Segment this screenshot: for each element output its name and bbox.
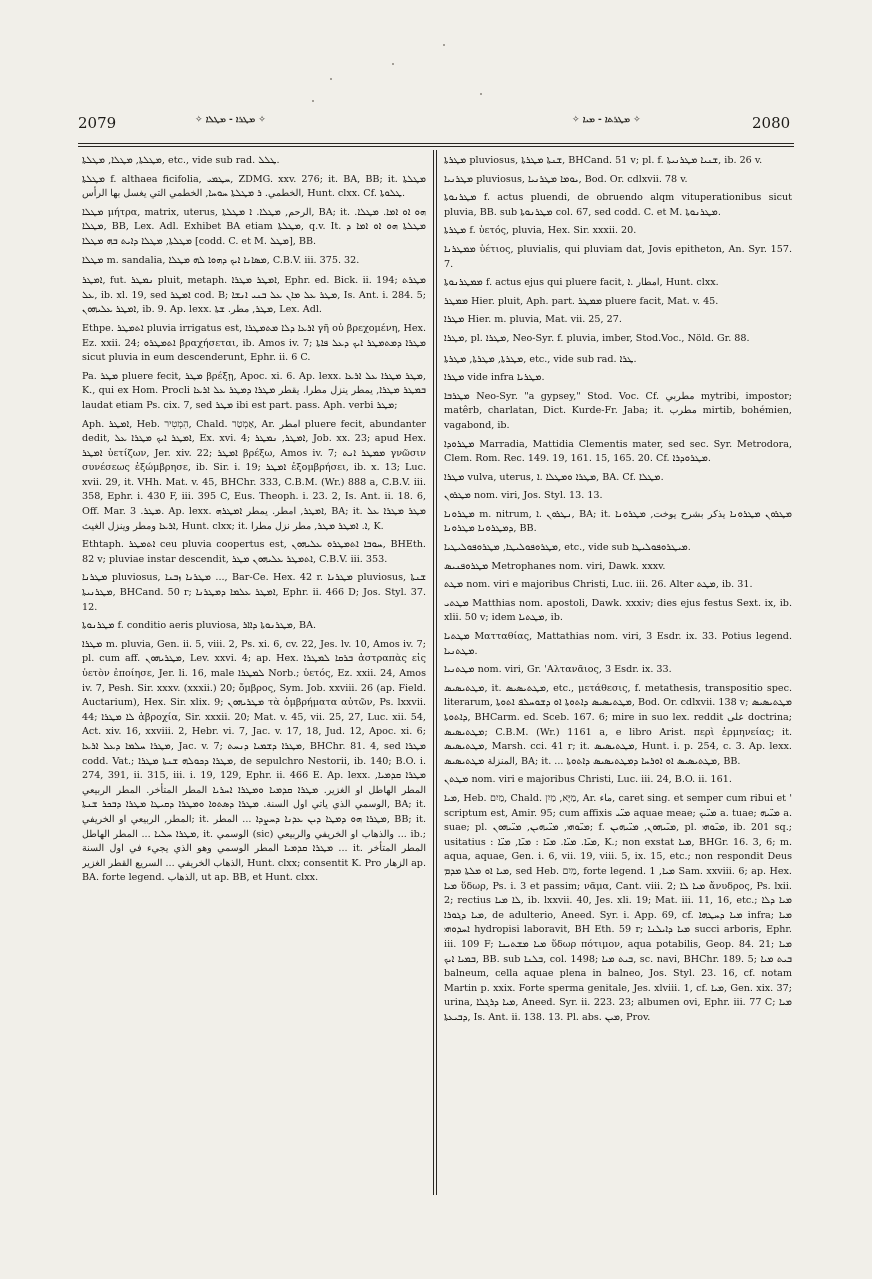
entry-mattathias: ܡܛܬܝܐ Ματταθίας, Mattathias nom. viri, 3 Esdr. ix. 33. Potius legend. ܡܛܬܢܝܐ. bbox=[444, 631, 792, 657]
entry-vide-infra: ܡܛܪܐ vide infra ܡܛܪܝܐ. bbox=[444, 372, 545, 384]
entry-hyetos: ܡܛܪܬܐ f. ὑετός, pluvia, Hex. Sir. xxxii. 20. bbox=[444, 225, 637, 237]
left-column bbox=[82, 154, 426, 1194]
entry-sandalia: ܡܛܠܐ m. sandalia, ܡܣܐܢܐ ܐܝܟ ܕܗܘܐ ܠܗ ܡܛܠܐ, C.B.V. iii. 375. 32. bbox=[82, 254, 360, 266]
entry-pluviosus-1: ܡܛܪܬܐ pluviosus, ܫܢܬܐ ܡܛܪܬܐ, BHCand. 51 v; pl. f. ܫܢܝܐ ܡܛܪܢܝܬܐ, ib. 26 v. bbox=[444, 155, 763, 166]
entry-ethtaph: Ethtaph. ܐܬܡܛܪ ceu pluvia coopertus est, ܚܘܒܐ ܐܬܡܛܪܘ ܥܠܝܗܘܢ, BHEth. 82 v; pluviae instar descendit, ܐܬܡܛܪ ܥܠܝܗܘܢ ܡܛܪ, C.B.V. iii. 353. bbox=[82, 539, 426, 565]
entry-matrix: ܡܛܠܐ μήτρα, matrix, uterus, الرحم, ܡܛܠܐ. ܐ ܡܛܠܬܐ, BA; it. ܗܘ ܐܘ ܐܡܐ. ܡܛܠܐ. ܡܛܠܐ, BB, Lex. Adl. Exhibet BA etiam ܡܛܠܬܐ, q.v. It. ܡܛܠܬܐ ܗܘ ܐܘ ܐܡܐ ܕ ܡܛܠܬܐ, ܡܛܠܐ ܕܐܝܬ ܒܗ ܡܛܠܐ [codd. C. et M. ܡܛܠ], BB. bbox=[82, 206, 426, 247]
entry-pa: Pa. ܡܛܪ pluere fecit, ܡܛܪ βρέξῃ, Apoc. xi. 6. Ap. lexx. ܡܛܪ ܡܛܪܐ ܥܠ ܐܪܥܐ, K., qui ex Hom. Procli ܒܡܛܪ ܡܛܪܐ, يمطر ينزل مطرا. يقطر ܡܛܪܐ ܕܡܛܪ ܥܠ ܐܪܥܐ laudat etiam Ps. cix. 7, sed ܡܛܪ ibi est part. pass. Aph. verbi ܡܛܪ; bbox=[82, 370, 426, 411]
header-rule bbox=[78, 143, 794, 144]
entry-mattat: ܡܛܬ nom. viri e majoribus Christi, Luc. iii. 26. Alter ܡܛܬ, ib. 31. bbox=[444, 579, 753, 591]
right-column bbox=[444, 154, 792, 1194]
entry-vide-sub: ܡܛܪܬܐ, ܡܛܪܬܐ, ܡܛܪܬܐ, etc., vide sub rad. ܛܪܐ. bbox=[444, 353, 637, 365]
column-divider-double bbox=[436, 150, 437, 1195]
entry-nom-viri-1: ܡܛܪܘܢ nom. viri, Jos. Styl. 13. 13. bbox=[444, 490, 603, 502]
entry-vulva: ܡܛܪܐ vulva, uterus, ܡܛܪܐ ܘܡܛܠܐ .ܐ, BA. Cf. ܡܛܠܐ. bbox=[444, 471, 664, 483]
left-page-number: 2079 bbox=[78, 114, 117, 132]
entry-matlata: ܡܛܠܬܐ, ܡܛܠܐ, ܡܛܠܬܐ, etc., vide sub rad. ܛܠܠ. bbox=[82, 155, 280, 166]
column-divider bbox=[433, 150, 434, 1195]
entry-actus-ejus: ܡܡܛܪܢܘܬܐ f. actus ejus qui pluere facit, امطار .ܐ, Hunt. clxx. bbox=[444, 277, 719, 289]
right-running-title: ✧ ܡܛܪܬܐ - ܡܝܐ ✧ bbox=[572, 115, 641, 125]
entry-pluviosus-2: ܡܛܪܢܝܐ pluviosus, ܝܘܡܐ ܡܛܪܢܝܐ, Bod. Or. cdlxvii. 78 v. bbox=[444, 173, 688, 185]
entry-hier-pluit: ܡܡܛܪ Hier. pluit, Aph. part. ܡܡܛܪ pluere facit, Mat. v. 45. bbox=[444, 295, 719, 307]
entry-actus-pluendi: ܡܛܪܢܘܬܐ f. actus pluendi, de obruendo alqm vituperationibus sicut pluvia, BB. sub ܡܛܪܢܘܬܐ col. 67, sed codd. C. et M. ܡܛܪܢܘܬܐ. bbox=[444, 192, 792, 218]
entry-neo-syr: ܡܛܪܐ, pl. ܡܛܪܐ, Neo-Syr. f. pluvia, imber, Stod.Voc., Nöld. Gr. 88. bbox=[444, 332, 750, 344]
left-running-title: ✧ ܡܛܪܐ - ܡܛܠܐ ✧ bbox=[195, 115, 266, 125]
right-page-number: 2080 bbox=[752, 114, 791, 132]
entry-mattidia: ܡܛܪܘܕܐ Marradia, Mattidia Clementis mater, sed sec. Syr. Metrodora, Clem. Rom. Rec. 149. 19, 161. 15, 165. 20. Cf. ܡܛܪܘܕܪܐ. bbox=[444, 438, 792, 465]
entry-maya-aqua: ܡܝܐ, Heb. מַיִם, Chald. מַיָּא, מַיִן, Ar. ماء, caret sing. et semper cum ribui et ' scriptum est, Amir. 95; cum affixis ܡܝ̈ܝ aquae meae; ܡܝ̈ܝܟ a. tuae; ܡܝ̈ܝܗ a. suae; pl. ܡܝ̈ܘܗܝ, ܡܝ̈ܝܗܝܢ, ܡܝ̈ܝܗܘܢ; f. ܡܝ̈ܝܗܘܢ, ܡܝ̈ܝܗܝܢ, pl. ܡܝ̈ܘܗܝ, ib. 201 sq.; usitatius : ܡܝ̈ܐ. ܡܝ̈ܐ. ܡܝ̈ܐ : ܡܝ̈ܐ, ܡܝ̈ܐ, K.; non exstat ܡܝܐ, BHGr. 16. 3, 6; m. aqua, aquae, Gen. i. 6, vii. 19, viii. 5, ix. 15, etc.; non respondit Deus ܡܝܐ ܐܘ ܡܠܬܐ ܡܕܡ, sed Heb. מַיִם, forte legend. ܡܝܐ, 1 Sam. xxviii. 6; ap. Hex. ܡܝܐ ὕδωρ, Ps. i. 3 et passim; νᾶμα, Cant. viii. 2; ܡܝܐ ܠܐ ἄνυδρος, Ps. lxii. 2; rectius ܠܐ ܡܝܐ, ib. lxxvii. 40, Jes. xli. 19; Mat. iii. 11, 16, etc.; ܡܝܐ ܕܠܐ ܡܝܐ ܕܓܘܪܐ, de adulterio, Aneed. Syr. i. App. 69, cf. ܡܝܐ ܕܚܛܗܐ infra; ܡܝܐ ܐܚܕܘܗܝ hydropisi laboravit, BH Eth. 59 r; ܡܝܐ ܕܐܝܠܢܐ succi arboris, Ephr. iii. 109 F; ܡܝܐ ܡܫܬܝܢܐ ὕδωρ πότιμον, aqua potabilis, Geop. 84. 21; ܡܝܐ ܒܡܝܐ ܐܝܟ, BB. sub ܒܠܢܐ, col. 1498; ܒܝܬ ܡܝܐ, sc. navi, BHChr. 189. 5; ܒܝܬ ܡܝܐ balneum, cella aquae plena in balneo, Jos. Styl. 23. 16, cf. notam Martin p. xxix. Forte sperma genitale, Jes. xlviii. 1, cf. ܡܝܐ, Gen. xix. 37; urina, ܡܝܐ ܕܪܓܠܐ, Aneed. Syr. ii. 223. 23; albumen ovi, Ephr. iii. 77 C; ܡܝܐ ܕܒܝܥܬܐ, Is. Ant. ii. 138. 13. Pl. abs. ܡܝܢ, Prov. bbox=[444, 792, 792, 1023]
entry-metathesis: ܡܛܬܝܣܝܣ, it. ܡܛܬܝܣܝܣ, etc., μετάθεσις, f. metathesis, transpositio spec. literarum, ܡܛܬܝܣܝܣ ܕܐܬܘܬܐ ܐܘ ܕܫܘܚܠܦ ܐܬܘܬܐ, Bod. Or. cdlxvii. 138 v; ܡܛܬܝܣܝܣ ܕܐܬܘܬܐ, BHCarm. ed. Sceb. 167. 6; mire in suo lex. reddit على doctrina; ܡܛܬܝܣܝܣ; C.B.M. (Wr.) 1161 a, e libro Arist. περὶ ἑρμηνείας; it. ܡܛܬܝܣܝܣ, Marsh. cci. 41 r; it. ܡܛܬܝܣܝܣ, Hunt. i. p. 254, c. 3. Ap. lexx. المنزلة ܡܛܬܝܣܝܣ, BA; it. ... ܡܛܬܝܣܝܣ ܐܘ ܐܘܪܚܐ ܕܡܛܬܝܣܝܣ ܕܐܬܘܬܐ, BB. bbox=[444, 682, 792, 767]
entry-amtar: ܐܡܛܪ, fut. ܢܡܛܪ pluit, metaph. ܐܡܛܪ ܡܛܪܐ, Ephr. ed. Bick. ii. 194; ܡܛܪܬ ܥܠ, ib. xl. 19, sed ܐܡܛܪ cod. B; ܡܛܪ ܥܠ ܡܐܢ ܥܠ ܒܢܝ ܐܢܫܐ, Is. Ant. i. 284. 5; ܐܡܛܪ ܥܠܝܗܘܢ, ib. 9. Ap. lexx. ܡܛܪ, مطر. ܫܬܐ, Lex. Adl. bbox=[82, 275, 426, 316]
header-rule-double bbox=[78, 146, 794, 147]
entry-matthias: ܡܛܬܝ Matthias nom. apostoli, Dawk. xxxiv; dies ejus festus Sext. ix, ib. xlii. 50 v; idem ܡܛܬܝܐ, ib. bbox=[444, 597, 792, 624]
entry-hyetios: ܡܡܛܪܢܐ ὑέτιος, pluvialis, qui pluviam dat, Jovis epitheton, An. Syr. 157. 7. bbox=[444, 243, 792, 270]
entry-metropolita: ܡܛܪܘܦܘܠܝܛܐ, ܡܛܪܘܦܘܠܝܛܝܐ, etc., vide sub ܡܝܛܪܘܦܘܠܝܛܐ. bbox=[444, 542, 691, 554]
entry-ethpe: Ethpe. ܐܬܡܛܪ pluvia irrigatus est, ܐܪܥܐ ܕܠܐ ܡܬܡܛܪܐ γῆ οὐ βρεχομένη, Hex. Ez. xxii. 24; ܐܬܡܛܪܘ βραχήσεται, ib. Amos iv. 7; ܡܛܪܐ ܕܡܬܡܛܪ ܐܝܟ ܕܥܠ ܦܐܬܐ sicut pluvia in eum descenderunt, Ephr. ii. 6 C. bbox=[82, 322, 426, 364]
entry-aph: Aph. ܐܡܛܪ, Heb. הִמְטִיר, Chald. אַמְטַר, Ar. امطر pluere fecit, abundanter dedit, ܐܡܛܪ ܐܝܟ ܡܛܪܐ ܥܠ, Ex. xvi. 4; ܐܡܛܪ, ܢܡܛܪ, Job. xx. 23; apud Hex. ܐܡܛܪ ὑετίζων, Jer. xiv. 22; ܐܡܛܪ βρέξω, Amos iv. 7; ܡܡܛܪ ܐܢܬ γνῶσιν συνέσεως ἐξώμβρησε, ib. Sir. i. 19; ܐܡܛܪ ἐξομβρήσει, ib. x. 13; Luc. xvii. 29, it. VHh. Mat. v. 45, BHChr. 333, C.B.M. (Wr.) 888 a, C.B.V. iii. 358, Ephr. i. 430 F, iii. 395 C, Eus. Theoph. i. 23. 2, Is. Ant. ii. 18. 6, Off. Mar. ܡܛܪ. 3. Ap. lexx. ܐܡܛܪ, امطر. يمطر ܐܡܛܪܗ, BA; it. ܡܛܪ ܡܛܪܐ ܥܠ ܐܪܥܐ ومطر وينزل الغيث, Hunt. clxx; it. ܐ. ܐܡܛܪ ܡܛܪ, مطر نزل مطرا, K. bbox=[82, 418, 426, 532]
entry-altanaios: ܡܛܬܢܝܐ nom. viri, Gr. 'Αλτανᾶιος, 3 Esdr. ix. 33. bbox=[444, 664, 672, 676]
entry-pluvia: ܡܛܪܐ m. pluvia, Gen. ii. 5, viii. 2, Ps. xi. 6, cv. 22, Jes. lv. 10, Amos iv. 7; pl. cum aff. ܡܛܪܝܗܘܢ, Lev. xxvi. 4; ap. Hex. ܒܪܩܐ ܠܡܛܪܐ ἀστραπὰς εἰς ὑετὸν ἐποίησε, Jer. li. 16, male ܠܡܛܪܐ Norb.; ὑετός, Ez. xxii. 24, Amos iv. 7, Pesh. Sir. xxxv. (xxxii.) 20; ὄμβρος, Sym. Job. xxviii. 26 (ap. Field. Auctarium), Hex. Sir. xlix. 9; ܡܛܪܝܗܘܢ τὰ ὀμβρήματα αὐτῶν, Ps. lxxvii. 44; ܠܐ ܡܛܪܐ ἀβροχία, Sir. xxxii. 20; Mat. v. 45, vii. 25, 27, Luc. xii. 54, Act. xiv. 16, xxviii. 2, Hebr. vi. 7, Jac. v. 17, 18, Jud. 12, Apoc. xi. 6; ܡܛܪܐ ܚܠܡܐ ܕܥܠ ܐܪܥܐ, Jac. v. 7; ܡܛܪܐ ܕܫܡܝܐ ܕܢܚܬ, BHChr. 81. 4, sed ܡܛܪܐ codd. Vat.; ܡܛܪܐ ܕܟܘܠܗ ܫܢܬܐ ܡܛܪܐ, de sepulchro Nestorii, ib. 140; B.O. i. 274, 391, ii. 315, iii. i. 19, 129, Ephr. ii. 466 E. Ap. lexx. ܡܛܪܐ ܩܕܡܝܐ, المطر الهاطل او الغزير. ܡܛܪܐ ܩܕܡܝܐ ܘܡܛܪܐ ܐܚܪܝܐ المطر المتأخر. المطر الربيعي الوسمي الذي ياتي اول السنة. ܡܛܪܐ ܕܣܬܘܐ ܘܡܛܪܐ ܕܩܝܛܐ ܡܛܪܐ ܕܒܟܪ ܫܢܬܐ, BA; it. المطر, الربيعي او الخريفي; it. ܡܛܪܐ ܗܘ ܕܡܛܐ ܕܝܢ ܥܕܢܐ ܕܚܨܕܐ ... المطر, BB; it. ܡܛܪܐ ܚܠܝܐ ... المطر الهاطل, it. الوسمي (sic) والذهاب او الخريفي والربيعي ... ib.; ܡܛܪܐ ܩܕܡܝܐ المطر الوسمي وهو الذي يجيء في اول السنة ... it. المطر المتأخر الذهاب الخريفي ... السريع القطر الغزير, Hunt. clxx; consentit K. Pro الزهار ap. BA. forte legend. الذهاب, ut ap. BB, et Hunt. clxx. bbox=[82, 638, 426, 884]
entry-pluviosus: ܡܛܪܢܐ pluviosus, ܡܛܪܢܐ ܙܒܢܐ ..., Bar-Ce. Hex. 42 r. ܡܛܪܢܐ pluviosus, ܫܢܬܐ ܡܛܪܢܝܬܐ, BHCand. 50 r; ܐܡܛܪ ܥܠܡܐ ܕܡܛܪܢܐ, Ephr. ii. 466 D; Jos. Styl. 37. 12. bbox=[82, 572, 426, 613]
entry-nitrum: ܡܛܪܘܢܐ m. nitrum, ܢܛܪܘܢ .ܐ, BA; it. ܡܛܪܘܢ ܡܛܪܘܢܐ يذكر بشرح يوخت, ܡܛܪܘܢܐ ܕܡܛܪܘܢܐ ܡܛܪܘܢܐ, BB. bbox=[444, 508, 792, 535]
page-header bbox=[0, 114, 872, 142]
entry-conditio: ܡܛܪܢܘܬܐ f. conditio aeris pluviosa, ܡܛܪܢܘܬܐ ܕܐܐܪ, BA. bbox=[82, 620, 317, 632]
entry-hier-pluvia: ܡܛܪܐ Hier. m. pluvia, Mat. vii. 25, 27. bbox=[444, 314, 622, 326]
entry-althaea: ܡܛܠܬܐ f. althaea ficifolia, ܚܛܡܝ, ZDMG. xxv. 276; it. BA, BB; it. ܡܛܠܬܐ الخطمي. ܪ ܡܛܠܬܐ ܚܘܚܐ, الخطمي التي يغسل بها الرأس, Hunt. clxx. Cf. ܛܠܘܬܐ. bbox=[82, 173, 426, 200]
entry-metrophanes: ܡܛܪܘܦܢܝܣ Metrophanes nom. viri, Dawk. xxxv. bbox=[444, 560, 666, 572]
entry-gypsey: ܡܛܪܒܐ Neo-Syr. "a gypsey," Stod. Voc. Cf. مطربي mytribi, impostor; matêrb, charlatan, Dict. Kurde-Fr. Jaba; it. مطرب mirtib, bohémien, vagabond, ib. bbox=[444, 390, 792, 431]
entry-matthan: ܡܛܬܢ nom. viri e majoribus Christi, Luc. iii. 24, B.O. ii. 161. bbox=[444, 774, 732, 786]
